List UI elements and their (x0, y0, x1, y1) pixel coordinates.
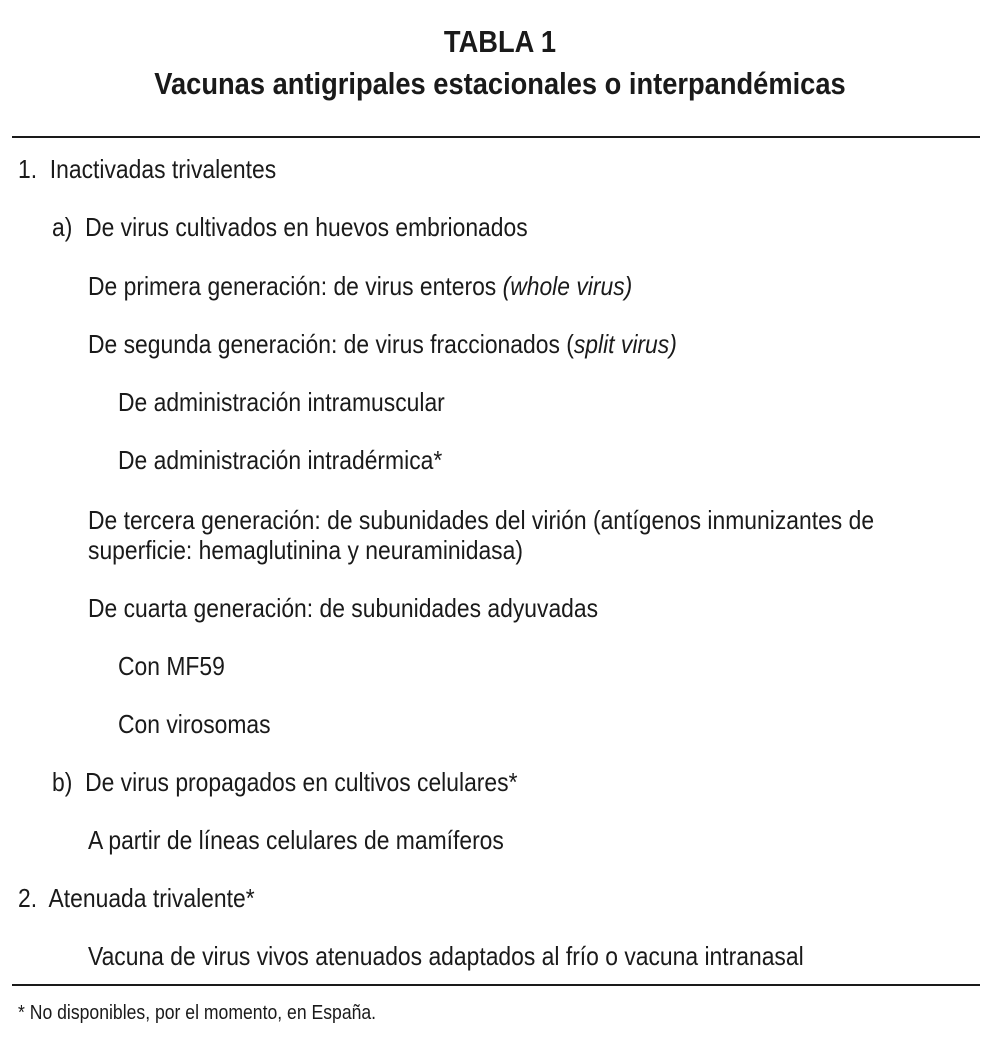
list-item-gen2a (118, 387, 445, 417)
bottom-rule (12, 984, 980, 986)
item-italic: (whole virus) (502, 271, 633, 301)
list-item-gen4a (118, 651, 225, 681)
item-letter: b) (52, 767, 73, 797)
item-text: De cuarta generación: de subunidades adyuvadas (88, 593, 599, 623)
list-item-gen2b (118, 445, 442, 475)
list-item-1a (52, 212, 528, 242)
list-item-gen2 (88, 329, 677, 359)
list-item-2a (88, 941, 804, 971)
item-text: Con virosomas (118, 709, 271, 739)
item-text: De administración intradérmica* (118, 445, 443, 475)
item-number: 1. (18, 154, 38, 184)
item-text: De administración intramuscular (118, 387, 445, 417)
list-item-gen3 (88, 505, 874, 565)
item-text: A partir de líneas celulares de mamíferos (88, 825, 504, 855)
item-text: Inactivadas trivalentes (49, 154, 277, 184)
list-item-1b (52, 767, 517, 797)
item-text: De segunda generación: de virus fraccionados ( (88, 329, 574, 359)
footnote: * No disponibles, por el momento, en España. (18, 1002, 377, 1024)
list-item-gen4 (88, 593, 598, 623)
item-italic: split virus) (573, 329, 677, 359)
item-number: 2. (18, 883, 38, 913)
item-text: Atenuada trivalente* (48, 883, 255, 913)
item-text: Vacuna de virus vivos atenuados adaptados al frío o vacuna intranasal (88, 941, 804, 971)
item-letter: a) (52, 212, 73, 242)
table-heading (0, 22, 1000, 106)
item-text: Con MF59 (118, 651, 225, 681)
top-rule (12, 136, 980, 138)
table-title: Vacunas antigripales estacionales o interpandémicas (154, 66, 846, 101)
table-label: TABLA 1 (443, 24, 557, 59)
item-text: De virus propagados en cultivos celulares* (85, 767, 518, 797)
list-item-1b1 (88, 825, 504, 855)
item-text: De tercera generación: de subunidades del virión (antígenos inmunizantes de (88, 505, 875, 535)
item-text: De primera generación: de virus enteros (88, 271, 503, 301)
list-item-2 (18, 883, 255, 913)
item-text: De virus cultivados en huevos embrionados (85, 212, 528, 242)
list-item-gen1 (88, 271, 632, 301)
list-item-gen4b (118, 709, 271, 739)
list-item-1 (18, 154, 276, 184)
item-text-continued: superficie: hemaglutinina y neuraminidasa) (88, 535, 523, 565)
